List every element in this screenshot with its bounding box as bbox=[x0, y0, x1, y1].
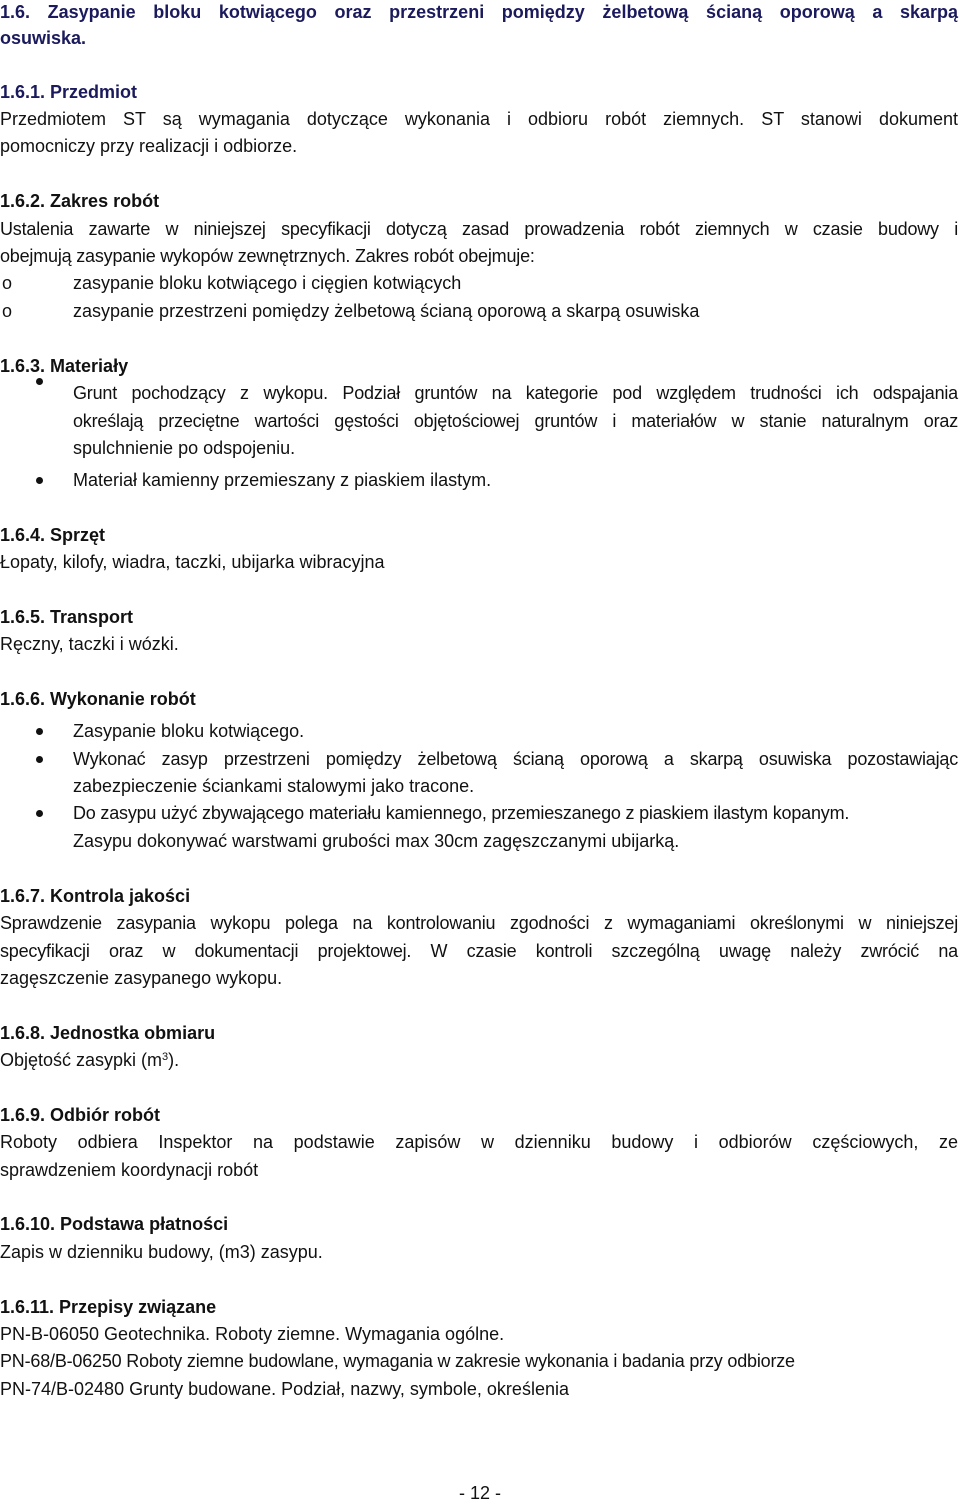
heading-materialy: 1.6.3. Materiały bbox=[0, 356, 129, 376]
heading-transport: 1.6.5. Transport bbox=[0, 607, 134, 627]
obmiar-text: Objętość zasypki (m bbox=[0, 1050, 163, 1070]
zakres-line-1: Ustalenia zawarte w niniejszej specyfikacji dotyczą zasad prowadzenia robót ziemnych w czasie budowy i bbox=[0, 219, 958, 239]
zakres-line-2a: obejmują zasypanie wykopów zewnętrznych. bbox=[0, 246, 351, 266]
heading-przepisy-zwiazane: 1.6.11. Przepisy związane bbox=[0, 1297, 217, 1317]
obmiar-line-1 bbox=[0, 1048, 958, 1072]
kontrola-line-1: Sprawdzenie zasypania wykopu polega na kontrolowaniu zgodności z wymaganiami określonymi w niniejszej bbox=[0, 913, 958, 933]
wykonanie-bullet-2-line-1: Wykonać zasyp przestrzeni pomiędzy żelbetową ścianą oporową a skarpą osuwiska pozostawiając bbox=[73, 749, 958, 769]
bullet-dot bbox=[36, 810, 43, 817]
heading-zakres-robot: 1.6.2. Zakres robót bbox=[0, 191, 160, 211]
materialy-bullet-1-line-1 bbox=[73, 381, 958, 405]
heading-kontrola-jakosci: 1.6.7. Kontrola jakości bbox=[0, 886, 191, 906]
transport-line-1: Ręczny, taczki i wózki. bbox=[0, 634, 179, 654]
section-title-line-1: 1.6. Zasypanie bloku kotwiącego oraz przestrzeni pomiędzy żelbetową ścianą oporową a skarpą bbox=[0, 2, 958, 22]
bullet-dot bbox=[36, 378, 43, 385]
odbior-line-1: Roboty odbiera Inspektor na podstawie zapisów w dzienniku budowy i odbiorów częściowych, ze bbox=[0, 1132, 958, 1152]
heading-podstawa-platnosci: 1.6.10. Podstawa płatności bbox=[0, 1214, 229, 1234]
obmiar-text-end: ). bbox=[168, 1050, 180, 1070]
przedmiot-line-2: pomocniczy przy realizacji i odbiorze. bbox=[0, 136, 298, 156]
wykonanie-bullet-3-line-1: Do zasypu użyć zbywającego materiału kamiennego, przemieszanego z piaskiem ilastym kopanym. bbox=[73, 803, 850, 823]
materialy-b1-part-b: Podział gruntów na kategorie pod względem trudności ich odspajania bbox=[327, 383, 958, 403]
heading-jednostka-obmiaru: 1.6.8. Jednostka obmiaru bbox=[0, 1023, 216, 1043]
kontrola-line-2: specyfikacji oraz w dokumentacji projektowej. W czasie kontroli szczególną uwagę należy zwrócić na bbox=[0, 941, 958, 961]
wykonanie-bullet-2-line-2: zabezpieczenie ściankami stalowymi jako tracone. bbox=[73, 776, 475, 796]
heading-wykonanie-robot: 1.6.6. Wykonanie robót bbox=[0, 689, 196, 709]
zakres-item-1: zasypanie bloku kotwiącego i cięgien kotwiących bbox=[73, 273, 462, 293]
przepis-3: PN-74/B-02480 Grunty budowane. Podział, nazwy, symbole, określenia bbox=[0, 1379, 569, 1399]
heading-odbior-robot: 1.6.9. Odbiór robót bbox=[0, 1105, 161, 1125]
przepis-2: PN-68/B-06250 Roboty ziemne budowlane, wymagania w zakresie wykonania i badania przy odbiorze bbox=[0, 1351, 795, 1371]
heading-sprzet: 1.6.4. Sprzęt bbox=[0, 525, 106, 545]
list-marker-o: o bbox=[2, 301, 13, 321]
materialy-b1-part-a: Grunt pochodzący z wykopu. bbox=[73, 383, 328, 403]
platnosc-line-1: Zapis w dzienniku budowy, (m3) zasypu. bbox=[0, 1242, 323, 1262]
materialy-bullet-1-line-3: spulchnienie po odspojeniu. bbox=[73, 438, 296, 458]
list-marker-o: o bbox=[2, 273, 13, 293]
kontrola-line-3: zagęszczenie zasypanego wykopu. bbox=[0, 968, 283, 988]
heading-przedmiot: 1.6.1. Przedmiot bbox=[0, 82, 138, 102]
wykonanie-bullet-3-line-2: Zasypu dokonywać warstwami grubości max 30cm zagęszczanymi ubijarką. bbox=[73, 831, 680, 851]
przepis-1: PN-B-06050 Geotechnika. Roboty ziemne. Wymagania ogólne. bbox=[0, 1324, 505, 1344]
bullet-dot bbox=[36, 477, 43, 484]
zakres-line-2b: Zakres robót obejmuje: bbox=[350, 246, 535, 266]
obmiar-superscript: 3 bbox=[162, 1051, 169, 1063]
odbior-line-2: sprawdzeniem koordynacji robót bbox=[0, 1160, 259, 1180]
materialy-bullet-2: Materiał kamienny przemieszany z piaskiem ilastym. bbox=[73, 470, 492, 490]
wykonanie-bullet-1: Zasypanie bloku kotwiącego. bbox=[73, 721, 305, 741]
page-number: - 12 - bbox=[458, 1483, 501, 1503]
sprzet-line-1: Łopaty, kilofy, wiadra, taczki, ubijarka wibracyjna bbox=[0, 552, 385, 572]
przedmiot-line-1: Przedmiotem ST są wymagania dotyczące wykonania i odbioru robót ziemnych. ST stanowi dokument bbox=[0, 109, 958, 129]
zakres-item-2: zasypanie przestrzeni pomiędzy żelbetową ścianą oporową a skarpą osuwiska bbox=[73, 301, 700, 321]
bullet-dot bbox=[36, 756, 43, 763]
bullet-dot bbox=[36, 728, 43, 735]
materialy-bullet-1-line-2: określają przeciętne wartości gęstości objętościowej gruntów i materiałów w stanie naturalnym oraz bbox=[73, 411, 958, 431]
section-title-line-2: osuwiska. bbox=[0, 28, 87, 48]
zakres-line-2 bbox=[0, 244, 958, 268]
